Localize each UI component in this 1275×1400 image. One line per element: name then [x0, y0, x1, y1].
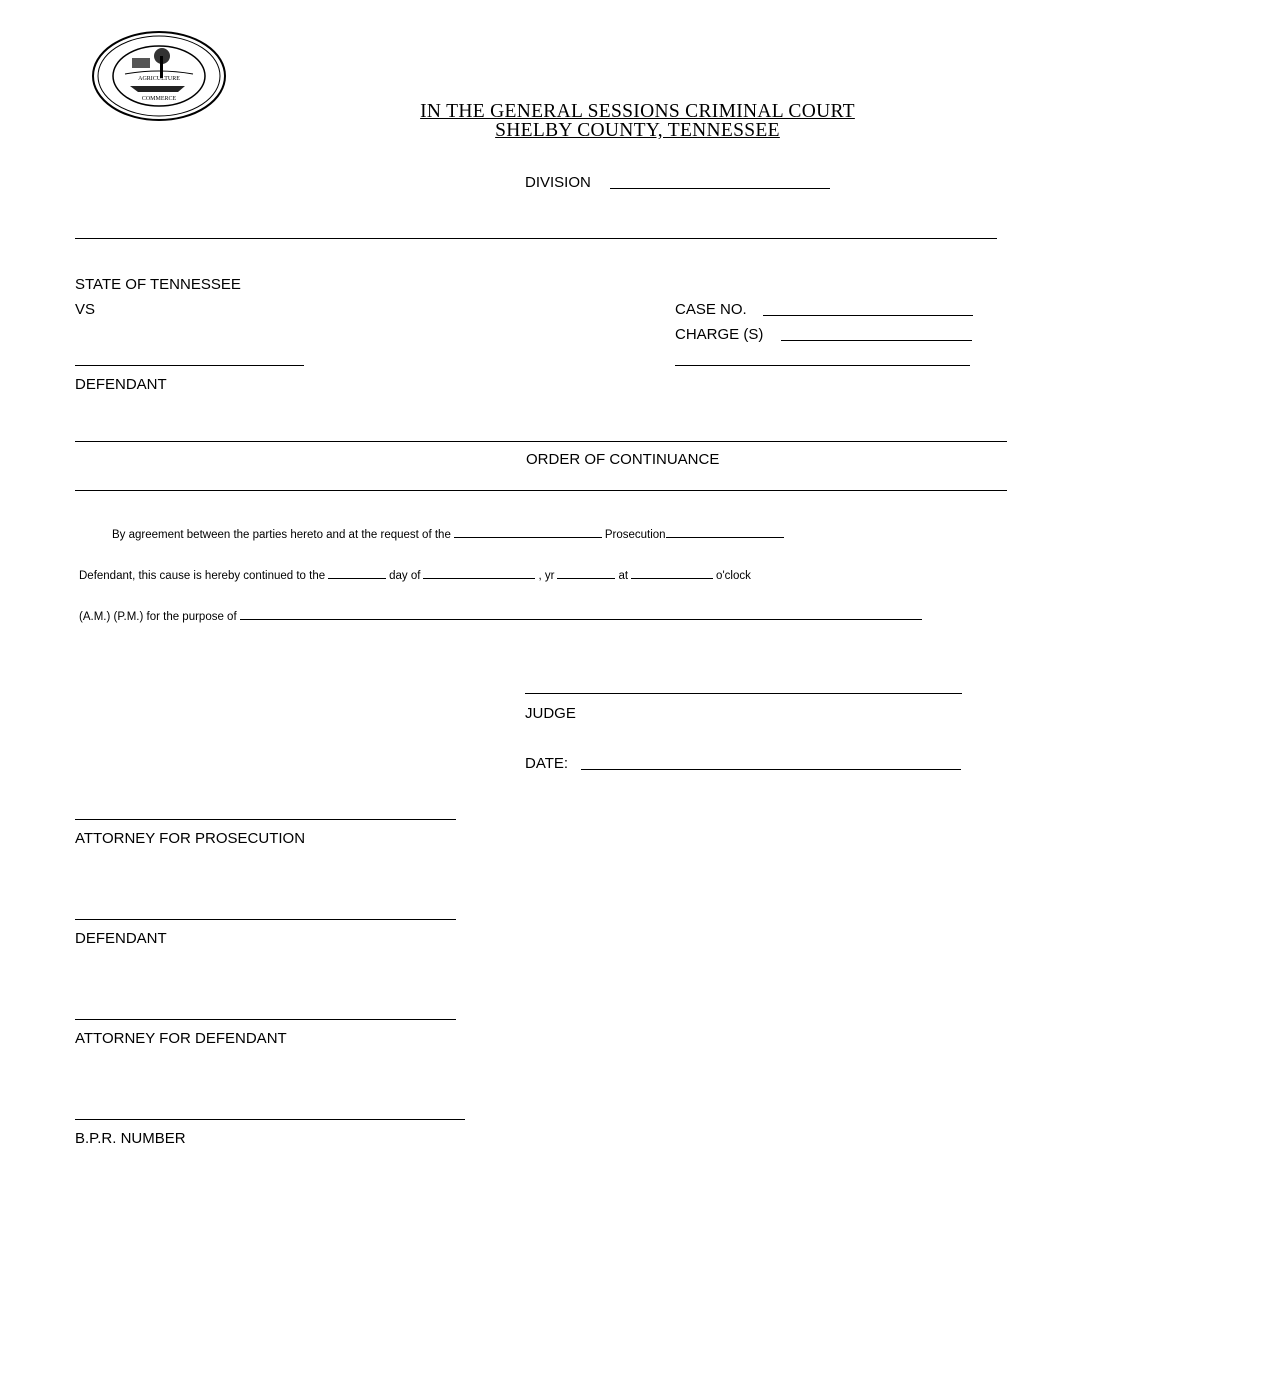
court-title: IN THE GENERAL SESSIONS CRIMINAL COURT — [420, 101, 855, 122]
attorney-prosecution-label: ATTORNEY FOR PROSECUTION — [75, 830, 306, 847]
svg-text:COMMERCE: COMMERCE — [141, 96, 177, 102]
case-no-label: CASE NO. — [675, 301, 747, 318]
attorney-defendant-signature-field[interactable] — [75, 1019, 456, 1020]
bpr-number-field[interactable] — [75, 1119, 465, 1120]
charges-field-2[interactable] — [675, 365, 970, 366]
order-title: ORDER OF CONTINUANCE — [526, 451, 720, 468]
judge-signature-field[interactable] — [525, 693, 962, 694]
month-field[interactable] — [423, 568, 535, 579]
body-line-1: By agreement between the parties hereto and at the request of the Prosecution — [112, 527, 787, 541]
date-label: DATE: — [525, 755, 569, 772]
division-label: DIVISION — [525, 174, 591, 191]
defendant-signature-label: DEFENDANT — [75, 930, 167, 947]
purpose-field[interactable] — [240, 609, 922, 620]
charges-field[interactable] — [781, 340, 972, 341]
division-field[interactable] — [610, 188, 830, 189]
day-field[interactable] — [328, 568, 386, 579]
defendant-label: DEFENDANT — [75, 376, 167, 393]
prosecution-signature-field[interactable] — [75, 819, 456, 820]
divider — [75, 238, 997, 239]
county-title: SHELBY COUNTY, TENNESSEE — [495, 120, 780, 141]
divider — [75, 441, 1007, 442]
defendant-name-field[interactable] — [75, 365, 304, 366]
body-line-2: Defendant, this cause is hereby continued to the day of , yr at o'clock — [79, 570, 751, 582]
body-line-3: (A.M.) (P.M.) for the purpose of — [79, 609, 925, 623]
charges-label: CHARGE (S) — [675, 326, 764, 343]
divider — [75, 490, 1007, 491]
year-field[interactable] — [557, 568, 615, 579]
case-no-field[interactable] — [763, 315, 973, 316]
requesting-party-field[interactable] — [454, 527, 602, 538]
attorney-defendant-label: ATTORNEY FOR DEFENDANT — [75, 1030, 287, 1047]
time-field[interactable] — [631, 568, 713, 579]
bpr-number-label: B.P.R. NUMBER — [75, 1130, 186, 1147]
judge-label: JUDGE — [525, 705, 576, 722]
state-label: STATE OF TENNESSEE — [75, 276, 241, 293]
defendant-signature-field[interactable] — [75, 919, 456, 920]
vs-label: VS — [75, 301, 96, 318]
date-field[interactable] — [581, 769, 961, 770]
prosecution-field[interactable] — [666, 527, 784, 538]
svg-text:AGRICULTURE: AGRICULTURE — [138, 76, 180, 82]
